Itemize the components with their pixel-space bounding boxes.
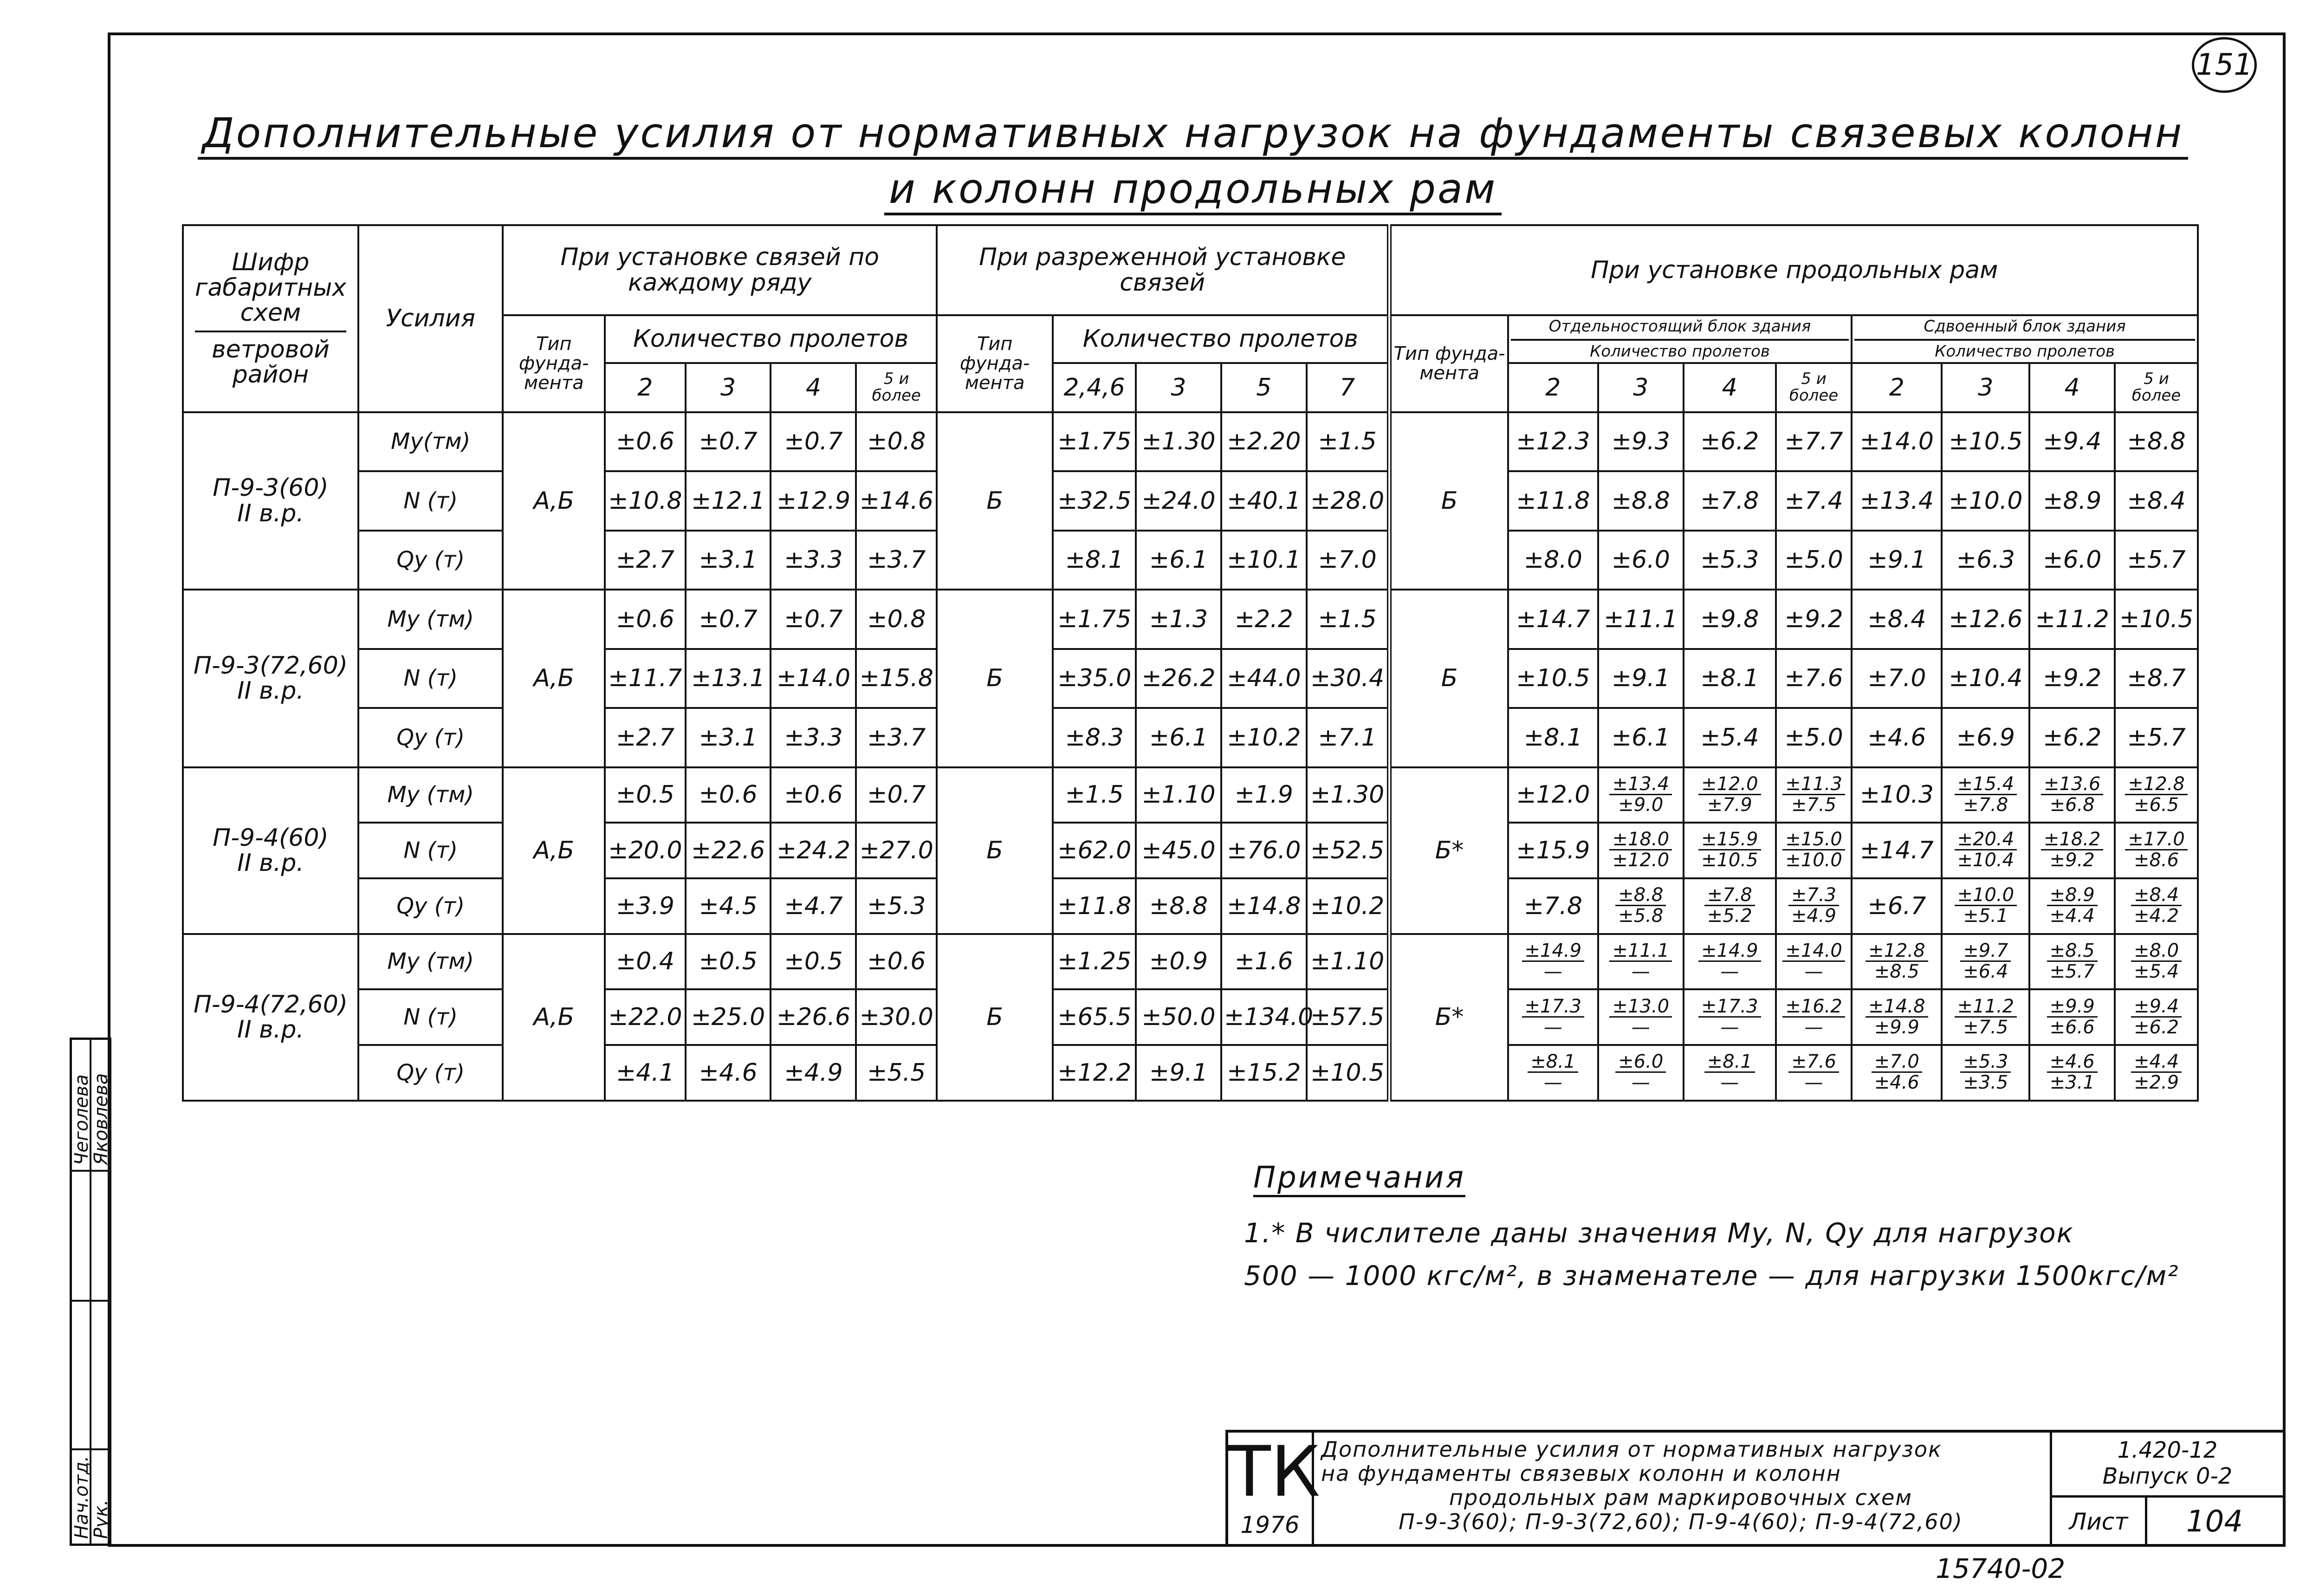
value-cell: ±0.6	[605, 412, 686, 471]
table-row	[183, 412, 2198, 471]
value-cell: ±6.2	[2029, 708, 2115, 767]
value-cell: ±1.5	[1053, 767, 1136, 823]
col-g2-2: 5	[1221, 363, 1307, 412]
value-cell: ±15.8	[856, 649, 937, 708]
value-cell: ±1.3	[1136, 590, 1221, 649]
value-cell: $\frac{\pm 9.7}{\pm 6.4}$	[1942, 934, 2029, 990]
value-cell: $\frac{\pm 6.0}{—}$	[1598, 1045, 1684, 1101]
foundation-type-1: А,Б	[503, 934, 605, 1101]
value-cell: ±4.7	[771, 878, 856, 934]
force-cell: Qy (т)	[358, 708, 503, 767]
value-cell: ±0.7	[771, 590, 856, 649]
value-cell: ±3.7	[856, 708, 937, 767]
value-cell: $\frac{\pm 12.0}{\pm 7.9}$	[1684, 767, 1776, 823]
table-row	[183, 471, 2198, 530]
value-cell: ±6.9	[1942, 708, 2029, 767]
value-cell: ±2.2	[1221, 590, 1307, 649]
value-cell: ±52.5	[1307, 823, 1390, 878]
sheet-number: 104	[2186, 1505, 2243, 1539]
value-cell: ±0.4	[605, 934, 686, 990]
value-cell: ±3.9	[605, 878, 686, 934]
value-cell: ±0.5	[771, 934, 856, 990]
value-cell: ±12.0	[1508, 767, 1598, 823]
value-cell: ±9.1	[1598, 649, 1684, 708]
value-cell: ±7.4	[1776, 471, 1852, 530]
value-cell: ±40.1	[1221, 471, 1307, 530]
value-cell: ±6.0	[2029, 531, 2115, 590]
value-cell: ±0.8	[856, 412, 937, 471]
value-cell: ±10.4	[1942, 649, 2029, 708]
stamp-description: Дополнительные усилия от нормативных нагрузок на фундаменты связевых колонн и колонн продольных рам маркировочных схем П-9-3(60); П-9-3(72,60); П-9-4(60); П-9-4(72,60)	[1321, 1437, 1963, 1534]
value-cell: ±8.3	[1053, 708, 1136, 767]
table-row	[183, 649, 2198, 708]
value-cell: $\frac{\pm 12.8}{\pm 6.5}$	[2115, 767, 2198, 823]
value-cell: $\frac{\pm 18.0}{\pm 12.0}$	[1598, 823, 1684, 878]
value-cell: ±57.5	[1307, 989, 1390, 1045]
value-cell: ±12.6	[1942, 590, 2029, 649]
value-cell: ±30.4	[1307, 649, 1390, 708]
value-cell: $\frac{\pm 8.5}{\pm 5.7}$	[2029, 934, 2115, 990]
value-cell: ±0.6	[686, 767, 771, 823]
col-g1-0: 2	[605, 363, 686, 412]
foundation-type-3: Б*	[1389, 934, 1508, 1101]
value-cell: ±45.0	[1136, 823, 1221, 878]
value-cell: $\frac{\pm 8.1}{—}$	[1508, 1045, 1598, 1101]
name-2: Яковлева	[91, 1073, 112, 1165]
value-cell: ±4.1	[605, 1045, 686, 1101]
value-cell: $\frac{\pm 15.4}{\pm 7.8}$	[1942, 767, 2029, 823]
value-cell: ±7.8	[1684, 471, 1776, 530]
value-cell: ±10.5	[1307, 1045, 1390, 1101]
value-cell: ±8.1	[1508, 708, 1598, 767]
value-cell: ±1.10	[1307, 934, 1390, 990]
value-cell: ±7.0	[1852, 649, 1942, 708]
value-cell: ±10.2	[1221, 708, 1307, 767]
value-cell: $\frac{\pm 12.8}{\pm 8.5}$	[1852, 934, 1942, 990]
title-block	[1225, 1430, 2283, 1546]
value-cell: ±8.0	[1508, 531, 1598, 590]
force-cell: Qy (т)	[358, 878, 503, 934]
value-cell: ±10.1	[1221, 531, 1307, 590]
value-cell: ±0.7	[686, 412, 771, 471]
value-cell: ±7.7	[1776, 412, 1852, 471]
value-cell: $\frac{\pm 17.3}{—}$	[1684, 989, 1776, 1045]
value-cell: ±9.8	[1684, 590, 1776, 649]
value-cell: ±6.1	[1598, 708, 1684, 767]
value-cell: ±28.0	[1307, 471, 1390, 530]
value-cell: ±1.9	[1221, 767, 1307, 823]
value-cell: ±20.0	[605, 823, 686, 878]
header-type-2: Тип фунда- мента	[937, 315, 1053, 412]
value-cell: ±26.2	[1136, 649, 1221, 708]
foundation-type-2: Б	[937, 934, 1053, 1101]
foundation-type-1: А,Б	[503, 412, 605, 590]
value-cell: ±44.0	[1221, 649, 1307, 708]
value-cell: $\frac{\pm 8.8}{\pm 5.8}$	[1598, 878, 1684, 934]
value-cell: ±11.2	[2029, 590, 2115, 649]
value-cell: ±9.4	[2029, 412, 2115, 471]
header-forces: Усилия	[358, 225, 503, 412]
value-cell: $\frac{\pm 8.9}{\pm 4.4}$	[2029, 878, 2115, 934]
title-line-1: Дополнительные усилия от нормативных нагрузок на фундаменты связевых колонн	[111, 109, 2274, 157]
value-cell: ±8.8	[1598, 471, 1684, 530]
table-row	[183, 823, 2198, 878]
value-cell: $\frac{\pm 15.0}{\pm 10.0}$	[1776, 823, 1852, 878]
value-cell: ±15.2	[1221, 1045, 1307, 1101]
col-g3s-1: 3	[1598, 363, 1684, 412]
value-cell: ±2.7	[605, 708, 686, 767]
value-cell: ±5.7	[2115, 708, 2198, 767]
value-cell: $\frac{\pm 7.6}{—}$	[1776, 1045, 1852, 1101]
value-cell: $\frac{\pm 11.3}{\pm 7.5}$	[1776, 767, 1852, 823]
scheme-cell: П-9-3(72,60) II в.р.	[183, 590, 358, 767]
value-cell: ±1.10	[1136, 767, 1221, 823]
value-cell: ±1.6	[1221, 934, 1307, 990]
value-cell: ±10.5	[1508, 649, 1598, 708]
value-cell: ±0.7	[771, 412, 856, 471]
value-cell: $\frac{\pm 14.0}{—}$	[1776, 934, 1852, 990]
value-cell: $\frac{\pm 8.0}{\pm 5.4}$	[2115, 934, 2198, 990]
value-cell: ±7.0	[1307, 531, 1390, 590]
scheme-cell: П-9-3(60) II в.р.	[183, 412, 358, 590]
value-cell: ±65.5	[1053, 989, 1136, 1045]
col-g3d-2: 4	[2029, 363, 2115, 412]
notes-text: 1.* В числителе даны значения My, N, Qy для нагрузок 500 — 1000 кгс/м², в знаменателе — для нагрузки 1500кгс/м²	[1244, 1217, 2179, 1291]
value-cell: ±27.0	[856, 823, 937, 878]
value-cell: ±10.5	[2115, 590, 2198, 649]
col-g1-2: 4	[771, 363, 856, 412]
value-cell: $\frac{\pm 4.6}{\pm 3.1}$	[2029, 1045, 2115, 1101]
table-row	[183, 878, 2198, 934]
force-cell: My (тм)	[358, 934, 503, 990]
value-cell: ±26.6	[771, 989, 856, 1045]
table-row	[183, 1045, 2198, 1101]
value-cell: ±134.0	[1221, 989, 1307, 1045]
value-cell: ±8.8	[2115, 412, 2198, 471]
foundation-type-1: А,Б	[503, 590, 605, 767]
value-cell: ±3.3	[771, 708, 856, 767]
value-cell: $\frac{\pm 13.4}{\pm 9.0}$	[1598, 767, 1684, 823]
value-cell: ±5.0	[1776, 708, 1852, 767]
value-cell: ±24.0	[1136, 471, 1221, 530]
value-cell: ±8.1	[1053, 531, 1136, 590]
signature-strip	[70, 1038, 111, 1546]
value-cell: ±9.3	[1598, 412, 1684, 471]
col-g3s-0: 2	[1508, 363, 1598, 412]
value-cell: ±0.6	[605, 590, 686, 649]
col-g1-3: 5 и более	[856, 363, 937, 412]
value-cell: ±76.0	[1221, 823, 1307, 878]
col-g2-0: 2,4,6	[1053, 363, 1136, 412]
value-cell: $\frac{\pm 7.0}{\pm 4.6}$	[1852, 1045, 1942, 1101]
header-single-block: Отдельностоящий блок здания Количество пролетов	[1508, 315, 1852, 363]
table-row	[183, 767, 2198, 823]
table-row	[183, 590, 2198, 649]
value-cell: ±3.3	[771, 531, 856, 590]
header-scheme: Шифр габаритных схем ветровой район	[183, 225, 358, 412]
value-cell: ±22.6	[686, 823, 771, 878]
value-cell: ±3.1	[686, 531, 771, 590]
value-cell: ±0.8	[856, 590, 937, 649]
col-g3s-2: 4	[1684, 363, 1776, 412]
value-cell: $\frac{\pm 5.3}{\pm 3.5}$	[1942, 1045, 2029, 1101]
value-cell: ±7.6	[1776, 649, 1852, 708]
value-cell: ±9.1	[1136, 1045, 1221, 1101]
value-cell: ±5.0	[1776, 531, 1852, 590]
value-cell: ±11.8	[1053, 878, 1136, 934]
value-cell: $\frac{\pm 15.9}{\pm 10.5}$	[1684, 823, 1776, 878]
value-cell: ±13.1	[686, 649, 771, 708]
force-cell: N (т)	[358, 649, 503, 708]
value-cell: ±1.30	[1307, 767, 1390, 823]
notes-heading: Примечания	[1253, 1161, 1465, 1197]
col-g3s-3: 5 и более	[1776, 363, 1852, 412]
value-cell: ±35.0	[1053, 649, 1136, 708]
header-double-block: Сдвоенный блок здания Количество пролетов	[1852, 315, 2198, 363]
value-cell: ±5.4	[1684, 708, 1776, 767]
foundation-type-3: Б	[1389, 412, 1508, 590]
table-body	[183, 412, 2198, 1101]
value-cell: ±5.3	[1684, 531, 1776, 590]
table-row	[183, 989, 2198, 1045]
value-cell: ±9.2	[1776, 590, 1852, 649]
col-g3d-3: 5 и более	[2115, 363, 2198, 412]
value-cell: ±8.4	[2115, 471, 2198, 530]
value-cell: ±12.9	[771, 471, 856, 530]
value-cell: ±8.4	[1852, 590, 1942, 649]
value-cell: $\frac{\pm 14.9}{—}$	[1508, 934, 1598, 990]
value-cell: ±11.8	[1508, 471, 1598, 530]
foundation-type-1: А,Б	[503, 767, 605, 934]
value-cell: $\frac{\pm 20.4}{\pm 10.4}$	[1942, 823, 2029, 878]
value-cell: ±8.1	[1684, 649, 1776, 708]
archive-code: 15740-02	[1936, 1553, 2066, 1584]
value-cell: ±6.1	[1136, 708, 1221, 767]
col-g2-3: 7	[1307, 363, 1390, 412]
value-cell: ±1.30	[1136, 412, 1221, 471]
value-cell: ±12.1	[686, 471, 771, 530]
scheme-cell: П-9-4(60) II в.р.	[183, 767, 358, 934]
value-cell: ±8.9	[2029, 471, 2115, 530]
value-cell: $\frac{\pm 17.0}{\pm 8.6}$	[2115, 823, 2198, 878]
header-type-1: Тип фунда- мента	[503, 315, 605, 412]
force-cell: My (тм)	[358, 767, 503, 823]
value-cell: ±0.6	[856, 934, 937, 990]
value-cell: ±1.5	[1307, 590, 1390, 649]
value-cell: ±14.7	[1508, 590, 1598, 649]
value-cell: ±8.7	[2115, 649, 2198, 708]
value-cell: ±2.7	[605, 531, 686, 590]
value-cell: $\frac{\pm 8.1}{—}$	[1684, 1045, 1776, 1101]
header-group-2: При разреженной установке связей	[937, 225, 1389, 315]
scheme-cell: П-9-4(72,60) II в.р.	[183, 934, 358, 1101]
value-cell: ±13.4	[1852, 471, 1942, 530]
value-cell: ±10.3	[1852, 767, 1942, 823]
value-cell: $\frac{\pm 11.2}{\pm 7.5}$	[1942, 989, 2029, 1045]
foundation-type-2: Б	[937, 767, 1053, 934]
foundation-type-2: Б	[937, 412, 1053, 590]
stamp-year: 1976	[1240, 1512, 1300, 1538]
value-cell: $\frac{\pm 17.3}{—}$	[1508, 989, 1598, 1045]
value-cell: ±62.0	[1053, 823, 1136, 878]
value-cell: ±0.7	[686, 590, 771, 649]
forces-table	[182, 224, 2199, 1102]
header-group-1: При установке связей по каждому ряду	[503, 225, 937, 315]
value-cell: ±25.0	[686, 989, 771, 1045]
value-cell: ±10.5	[1942, 412, 2029, 471]
col-g3d-1: 3	[1942, 363, 2029, 412]
value-cell: ±1.5	[1307, 412, 1390, 471]
value-cell: ±12.2	[1053, 1045, 1136, 1101]
value-cell: ±9.1	[1852, 531, 1942, 590]
value-cell: ±3.1	[686, 708, 771, 767]
value-cell: $\frac{\pm 10.0}{\pm 5.1}$	[1942, 878, 2029, 934]
value-cell: ±5.7	[2115, 531, 2198, 590]
value-cell: ±10.0	[1942, 471, 2029, 530]
value-cell: ±10.2	[1307, 878, 1390, 934]
value-cell: ±6.3	[1942, 531, 2029, 590]
value-cell: ±24.2	[771, 823, 856, 878]
value-cell: ±6.2	[1684, 412, 1776, 471]
value-cell: ±10.8	[605, 471, 686, 530]
value-cell: ±22.0	[605, 989, 686, 1045]
value-cell: ±0.6	[771, 767, 856, 823]
page-number: 151	[2192, 37, 2257, 93]
value-cell: $\frac{\pm 14.9}{—}$	[1684, 934, 1776, 990]
value-cell: $\frac{\pm 13.0}{—}$	[1598, 989, 1684, 1045]
value-cell: ±12.3	[1508, 412, 1598, 471]
title-line-2: и колонн продольных рам	[111, 165, 2274, 213]
value-cell: ±30.0	[856, 989, 937, 1045]
value-cell: ±14.6	[856, 471, 937, 530]
value-cell: $\frac{\pm 11.1}{—}$	[1598, 934, 1684, 990]
table-row	[183, 708, 2198, 767]
force-cell: Qy (т)	[358, 1045, 503, 1101]
value-cell: ±0.9	[1136, 934, 1221, 990]
col-g3d-0: 2	[1852, 363, 1942, 412]
force-cell: My (тм)	[358, 590, 503, 649]
col-g1-1: 3	[686, 363, 771, 412]
role-lead: Рук.	[91, 1499, 112, 1539]
value-cell: ±4.6	[686, 1045, 771, 1101]
foundation-type-2: Б	[937, 590, 1053, 767]
value-cell: $\frac{\pm 9.4}{\pm 6.2}$	[2115, 989, 2198, 1045]
value-cell: ±8.8	[1136, 878, 1221, 934]
name-1: Чеголева	[71, 1074, 92, 1165]
value-cell: ±7.8	[1508, 878, 1598, 934]
value-cell: ±5.3	[856, 878, 937, 934]
value-cell: ±14.0	[1852, 412, 1942, 471]
value-cell: $\frac{\pm 13.6}{\pm 6.8}$	[2029, 767, 2115, 823]
value-cell: ±6.0	[1598, 531, 1684, 590]
value-cell: ±0.7	[856, 767, 937, 823]
col-g2-1: 3	[1136, 363, 1221, 412]
value-cell: ±0.5	[686, 934, 771, 990]
force-cell: N (т)	[358, 823, 503, 878]
value-cell: ±4.6	[1852, 708, 1942, 767]
value-cell: ±7.1	[1307, 708, 1390, 767]
table-row	[183, 934, 2198, 990]
header-spans-2: Количество пролетов	[1053, 315, 1389, 363]
role-head: Нач.отд.	[71, 1455, 92, 1539]
value-cell: ±14.7	[1852, 823, 1942, 878]
value-cell: ±1.75	[1053, 590, 1136, 649]
value-cell: $\frac{\pm 8.4}{\pm 4.2}$	[2115, 878, 2198, 934]
value-cell: ±11.7	[605, 649, 686, 708]
table-row	[183, 531, 2198, 590]
value-cell: $\frac{\pm 7.8}{\pm 5.2}$	[1684, 878, 1776, 934]
value-cell: $\frac{\pm 4.4}{\pm 2.9}$	[2115, 1045, 2198, 1101]
value-cell: ±0.5	[605, 767, 686, 823]
value-cell: ±6.1	[1136, 531, 1221, 590]
value-cell: ±32.5	[1053, 471, 1136, 530]
header-type-3: Тип фунда- мента	[1389, 315, 1508, 412]
force-cell: N (т)	[358, 989, 503, 1045]
value-cell: $\frac{\pm 7.3}{\pm 4.9}$	[1776, 878, 1852, 934]
force-cell: My(тм)	[358, 412, 503, 471]
value-cell: ±2.20	[1221, 412, 1307, 471]
value-cell: ±4.5	[686, 878, 771, 934]
value-cell: ±1.75	[1053, 412, 1136, 471]
value-cell: ±3.7	[856, 531, 937, 590]
value-cell: $\frac{\pm 18.2}{\pm 9.2}$	[2029, 823, 2115, 878]
force-cell: N (т)	[358, 471, 503, 530]
tk-logo: ТК 1976	[1228, 1433, 1314, 1546]
foundation-type-3: Б*	[1389, 767, 1508, 934]
foundation-type-3: Б	[1389, 590, 1508, 767]
value-cell: ±6.7	[1852, 878, 1942, 934]
stamp-code: 1.420-12 Выпуск 0-2	[2050, 1433, 2283, 1498]
value-cell: $\frac{\pm 16.2}{—}$	[1776, 989, 1852, 1045]
value-cell: ±4.9	[771, 1045, 856, 1101]
value-cell: ±5.5	[856, 1045, 937, 1101]
header-spans-1: Количество пролетов	[605, 315, 937, 363]
stamp-sheet: Лист 104	[2050, 1498, 2285, 1546]
force-cell: Qy (т)	[358, 531, 503, 590]
value-cell: $\frac{\pm 9.9}{\pm 6.6}$	[2029, 989, 2115, 1045]
value-cell: ±50.0	[1136, 989, 1221, 1045]
value-cell: ±11.1	[1598, 590, 1684, 649]
value-cell: ±15.9	[1508, 823, 1598, 878]
header-group-3: При установке продольных рам	[1389, 225, 2198, 315]
value-cell: ±14.0	[771, 649, 856, 708]
value-cell: ±9.2	[2029, 649, 2115, 708]
value-cell: ±14.8	[1221, 878, 1307, 934]
value-cell: ±1.25	[1053, 934, 1136, 990]
value-cell: $\frac{\pm 14.8}{\pm 9.9}$	[1852, 989, 1942, 1045]
